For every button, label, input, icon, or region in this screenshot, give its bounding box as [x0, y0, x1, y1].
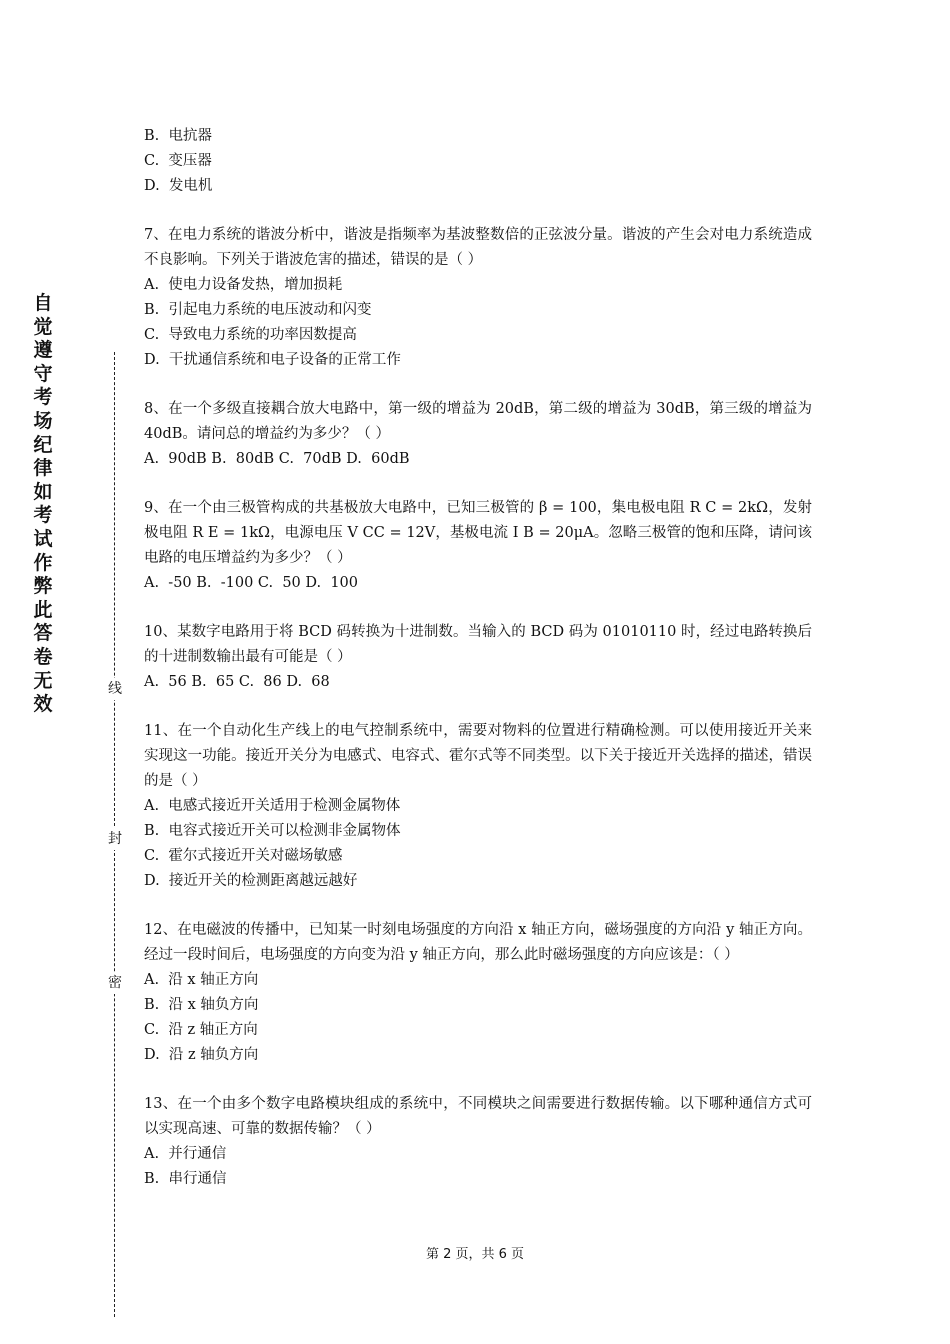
question-10-stem: 10、某数字电路用于将 BCD 码转换为十进制数。当输入的 BCD 码为 01010110 时，经过电路转换后的十进制数输出最有可能是（ ） [144, 624, 812, 665]
question-12-stem: 12、在电磁波的传播中，已知某一时刻电场强度的方向沿 x 轴正方向，磁场强度的方向沿 y 轴正方向。经过一段时间后，电场强度的方向变为沿 y 轴正方向，那么此时磁场强度的方向应该是：（ ） [144, 922, 812, 963]
question-7-option-c: C. 导致电力系统的功率因数提高 [144, 327, 357, 343]
question-11-option-c: C. 霍尔式接近开关对磁场敏感 [144, 848, 343, 864]
question-9-stem: 9、在一个由三极管构成的共基极放大电路中，已知三极管的 β = 100，集电极电阻 R C = 2kΩ，发射极电阻 R E = 1kΩ，电源电压 V CC = 12V，基极电流 I B = 20μA。忽略三极管的饱和压降，请问该电路的电压增益约为多少？（ ） [144, 500, 812, 566]
notice-char: 遵 [33, 339, 53, 362]
question-11-option-b: B. 电容式接近开关可以检测非金属物体 [144, 823, 401, 839]
notice-char: 无 [33, 669, 53, 692]
notice-char: 作 [33, 551, 53, 574]
question-7-stem: 7、在电力系统的谐波分析中，谐波是指频率为基波整数倍的正弦波分量。谐波的产生会对电力系统造成不良影响。下列关于谐波危害的描述，错误的是（ ） [144, 227, 812, 268]
question-13-stem: 13、在一个由多个数字电路模块组成的系统中，不同模块之间需要进行数据传输。以下哪种通信方式可以实现高速、可靠的数据传输？（ ） [144, 1096, 812, 1137]
question-12-option-d: D. 沿 z 轴负方向 [144, 1047, 259, 1063]
notice-char: 效 [33, 693, 53, 716]
option-b: B. 电抗器 [144, 128, 212, 144]
notice-char: 卷 [33, 645, 53, 668]
notice-char: 律 [33, 457, 53, 480]
question-8-stem: 8、在一个多级直接耦合放大电路中，第一级的增益为 20dB，第二级的增益为 30dB，第三级的增益为 40dB。请问总的增益约为多少？（ ） [144, 401, 812, 442]
question-11-option-d: D. 接近开关的检测距离越远越好 [144, 873, 358, 889]
option-d: D. 发电机 [144, 178, 213, 194]
notice-char: 答 [33, 622, 53, 645]
binding-label-line: 线 [104, 678, 126, 700]
question-13-option-b: B. 串行通信 [144, 1171, 227, 1187]
question-7-option-b: B. 引起电力系统的电压波动和闪变 [144, 302, 372, 318]
notice-char: 考 [33, 386, 53, 409]
option-c: C. 变压器 [144, 153, 212, 169]
notice-char: 觉 [33, 315, 53, 338]
question-12-option-b: B. 沿 x 轴负方向 [144, 997, 259, 1013]
exam-discipline-notice [30, 292, 56, 717]
question-12-option-a: A. 沿 x 轴正方向 [144, 972, 259, 988]
page-number-footer: 第 2 页，共 6 页 [425, 1247, 525, 1262]
question-content [144, 124, 812, 1192]
question-9-options: A. -50 B. -100 C. 50 D. 100 [144, 575, 359, 591]
notice-char: 考 [33, 504, 53, 527]
notice-char: 守 [33, 362, 53, 385]
question-7-option-d: D. 干扰通信系统和电子设备的正常工作 [144, 352, 401, 368]
binding-label-seal: 封 [104, 828, 126, 850]
question-8-options: A. 90dB B. 80dB C. 70dB D. 60dB [144, 451, 410, 467]
binding-label-secret: 密 [104, 972, 126, 994]
question-11-option-a: A. 电感式接近开关适用于检测金属物体 [144, 798, 401, 814]
notice-char: 试 [33, 527, 53, 550]
question-12-option-c: C. 沿 z 轴正方向 [144, 1022, 258, 1038]
notice-char: 弊 [33, 575, 53, 598]
question-13-option-a: A. 并行通信 [144, 1146, 227, 1162]
notice-char: 如 [33, 480, 53, 503]
question-7-option-a: A. 使电力设备发热，增加损耗 [144, 277, 343, 293]
notice-char: 场 [33, 409, 53, 432]
question-10-options: A. 56 B. 65 C. 86 D. 68 [144, 674, 330, 690]
notice-char: 自 [33, 292, 53, 314]
question-11-stem: 11、在一个自动化生产线上的电气控制系统中，需要对物料的位置进行精确检测。可以使用接近开关来实现这一功能。接近开关分为电感式、电容式、霍尔式等不同类型。以下关于接近开关选择的描述，错误的是（ ） [144, 723, 812, 789]
notice-char: 纪 [33, 433, 53, 456]
notice-char: 此 [33, 598, 53, 621]
